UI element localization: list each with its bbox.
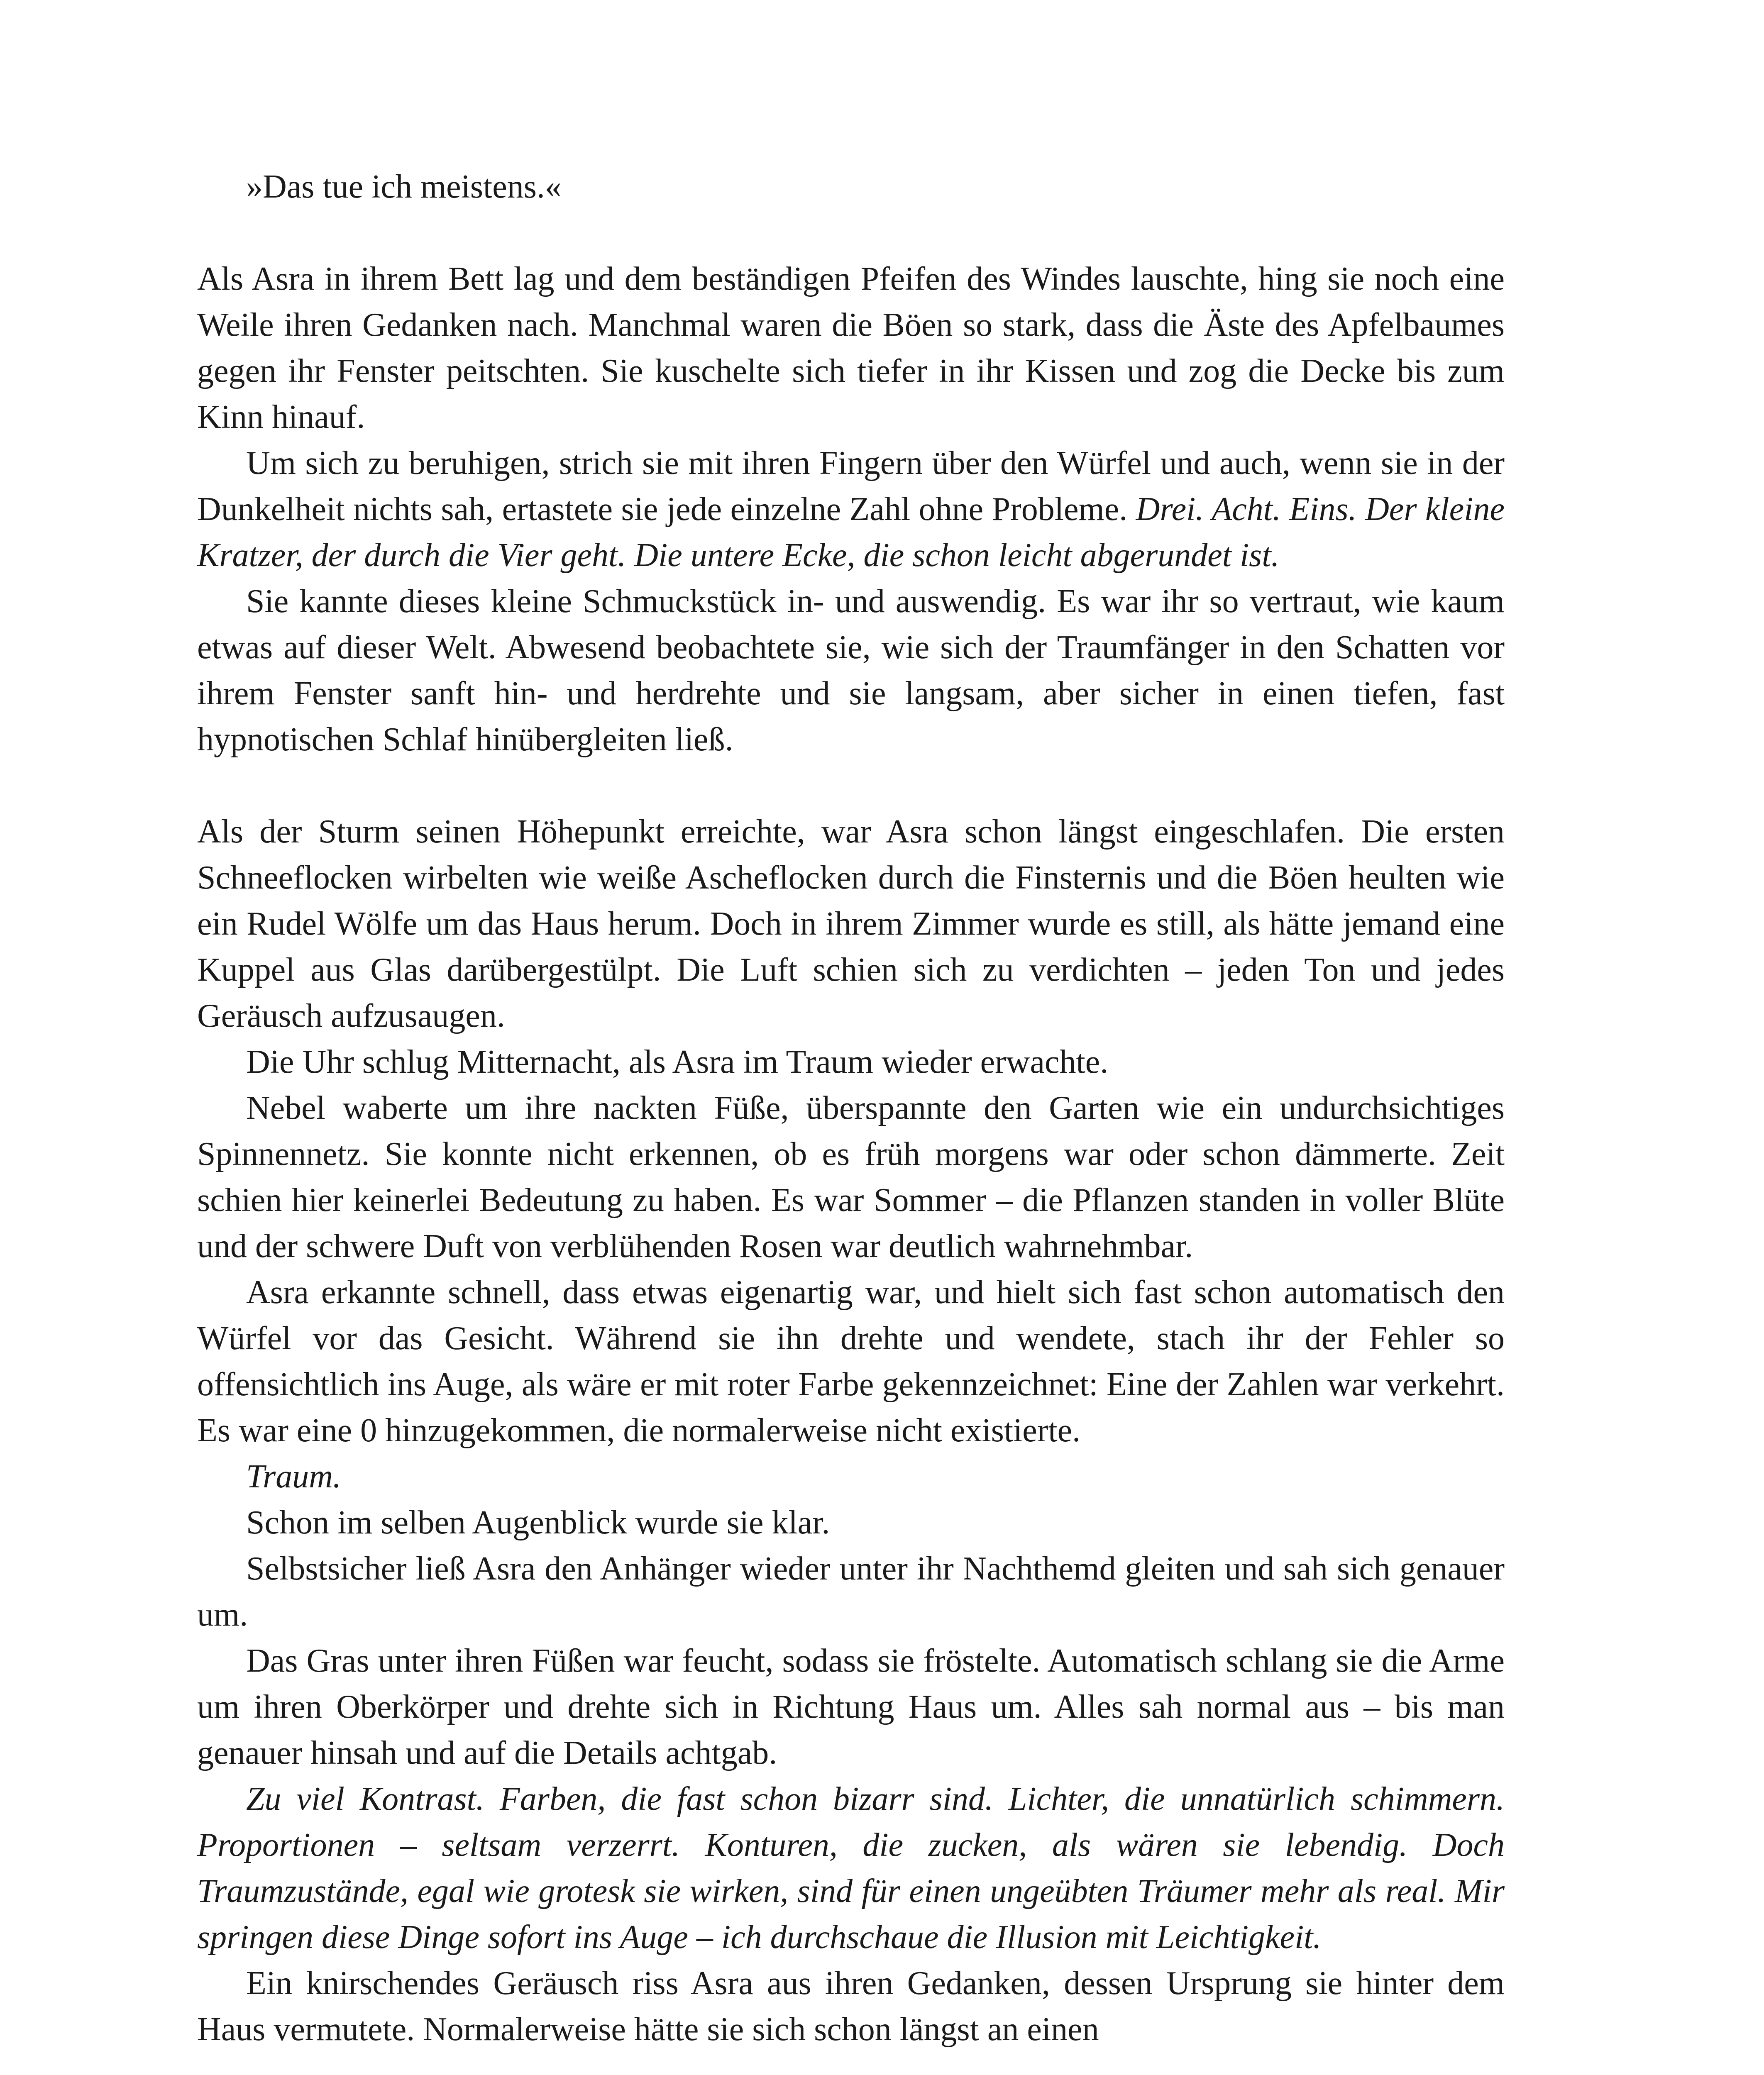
italic-thought: Zu viel Kontrast. Farben, die fast schon bizarr sind. Lichter, die unnatürlich schimmern. Proportionen – seltsam verzerrt. Konturen, die zucken, als wären sie lebendig. Doch Traumzustände, egal wie grotesk sie wirken, sind für einen ungeübten Träumer mehr als real. Mir springen diese Dinge sofort ins Auge – ich durchschaue die Illusion mit Leichtigkeit.	[197, 1781, 1505, 1955]
paragraph	[197, 1454, 1505, 1500]
italic-thought: Traum.	[246, 1458, 341, 1495]
paragraph: Nebel waberte um ihre nackten Füße, überspannte den Garten wie ein undurchsichtiges Spinnennetz. Sie konnte nicht erkennen, ob es früh morgens war oder schon dämmerte. Zeit schien hier keinerlei Bedeutung zu haben. Es war Sommer – die Pflanzen standen in voller Blüte und der schwere Duft von verblühenden Rosen war deutlich wahrnehmbar.	[197, 1090, 1505, 1265]
body-text	[197, 164, 1505, 2053]
paragraph: Selbstsicher ließ Asra den Anhänger wieder unter ihr Nachthemd gleiten und sah sich genauer um.	[197, 1550, 1505, 1633]
paragraph: Als der Sturm seinen Höhepunkt erreichte, war Asra schon längst eingeschlafen. Die ersten Schneeflocken wirbelten wie weiße Ascheflocken durch die Finsternis und die Böen heulten wie ein Rudel Wölfe um das Haus herum. Doch in ihrem Zimmer wurde es still, als hätte jemand eine Kuppel aus Glas darübergestülpt. Die Luft schien sich zu verdichten – jeden Ton und jedes Geräusch aufzusaugen.	[197, 813, 1505, 1034]
paragraph: Das Gras unter ihren Füßen war feucht, sodass sie fröstelte. Automatisch schlang sie die Arme um ihren Oberkörper und drehte sich in Richtung Haus um. Alles sah normal aus – bis man genauer hinsah und auf die Details achtgab.	[197, 1643, 1505, 1771]
paragraph: Ein knirschendes Geräusch riss Asra aus ihren Gedanken, dessen Ursprung sie hinter dem Haus vermutete. Normalerweise hätte sie sich schon längst an einen	[197, 1965, 1505, 2048]
paragraph: Als Asra in ihrem Bett lag und dem beständigen Pfeifen des Windes lauschte, hing sie noch eine Weile ihren Gedanken nach. Manchmal waren die Böen so stark, dass die Äste des Apfelbaumes gegen ihr Fenster peitschten. Sie kuschelte sich tiefer in ihr Kissen und zog die Decke bis zum Kinn hinauf.	[197, 261, 1505, 435]
book-page	[197, 164, 1505, 2075]
paragraph: Um sich zu beruhigen, strich sie mit ihren Fingern über den Würfel und auch, wenn sie in der Dunkelheit nichts sah, ertastete sie jede einzelne Zahl ohne Probleme. Drei. Acht. Eins. Der kleine Kratzer, der durch die Vier geht. Die untere Ecke, die schon leicht abgerundet ist.	[197, 445, 1505, 574]
paragraph: Asra erkannte schnell, dass etwas eigenartig war, und hielt sich fast schon automatisch den Würfel vor das Gesicht. Während sie ihn drehte und wendete, stach ihr der Fehler so offensichtlich ins Auge, als wäre er mit roter Farbe gekennzeichnet: Eine der Zahlen war verkehrt. Es war eine 0 hinzugekommen, die normalerweise nicht existierte.	[197, 1274, 1505, 1449]
paragraph	[197, 1776, 1505, 1960]
paragraph: »Das tue ich meistens.«	[246, 168, 562, 205]
paragraph: Sie kannte dieses kleine Schmuckstück in- und auswendig. Es war ihr so vertraut, wie kaum etwas auf dieser Welt. Abwesend beobachtete sie, wie sich der Traumfänger in den Schatten vor ihrem Fenster sanft hin- und herdrehte und sie langsam, aber sicher in einen tiefen, fast hypnotischen Schlaf hinübergleiten ließ.	[197, 583, 1505, 758]
paragraph: Die Uhr schlug Mitternacht, als Asra im Traum wieder erwachte.	[246, 1044, 1109, 1080]
paragraph: Schon im selben Augenblick wurde sie klar.	[246, 1504, 830, 1541]
italic-thought: Drei. Acht. Eins. Der kleine Kratzer, der durch die Vier geht. Die untere Ecke, die schon leicht abgerundet ist.	[197, 491, 1505, 574]
